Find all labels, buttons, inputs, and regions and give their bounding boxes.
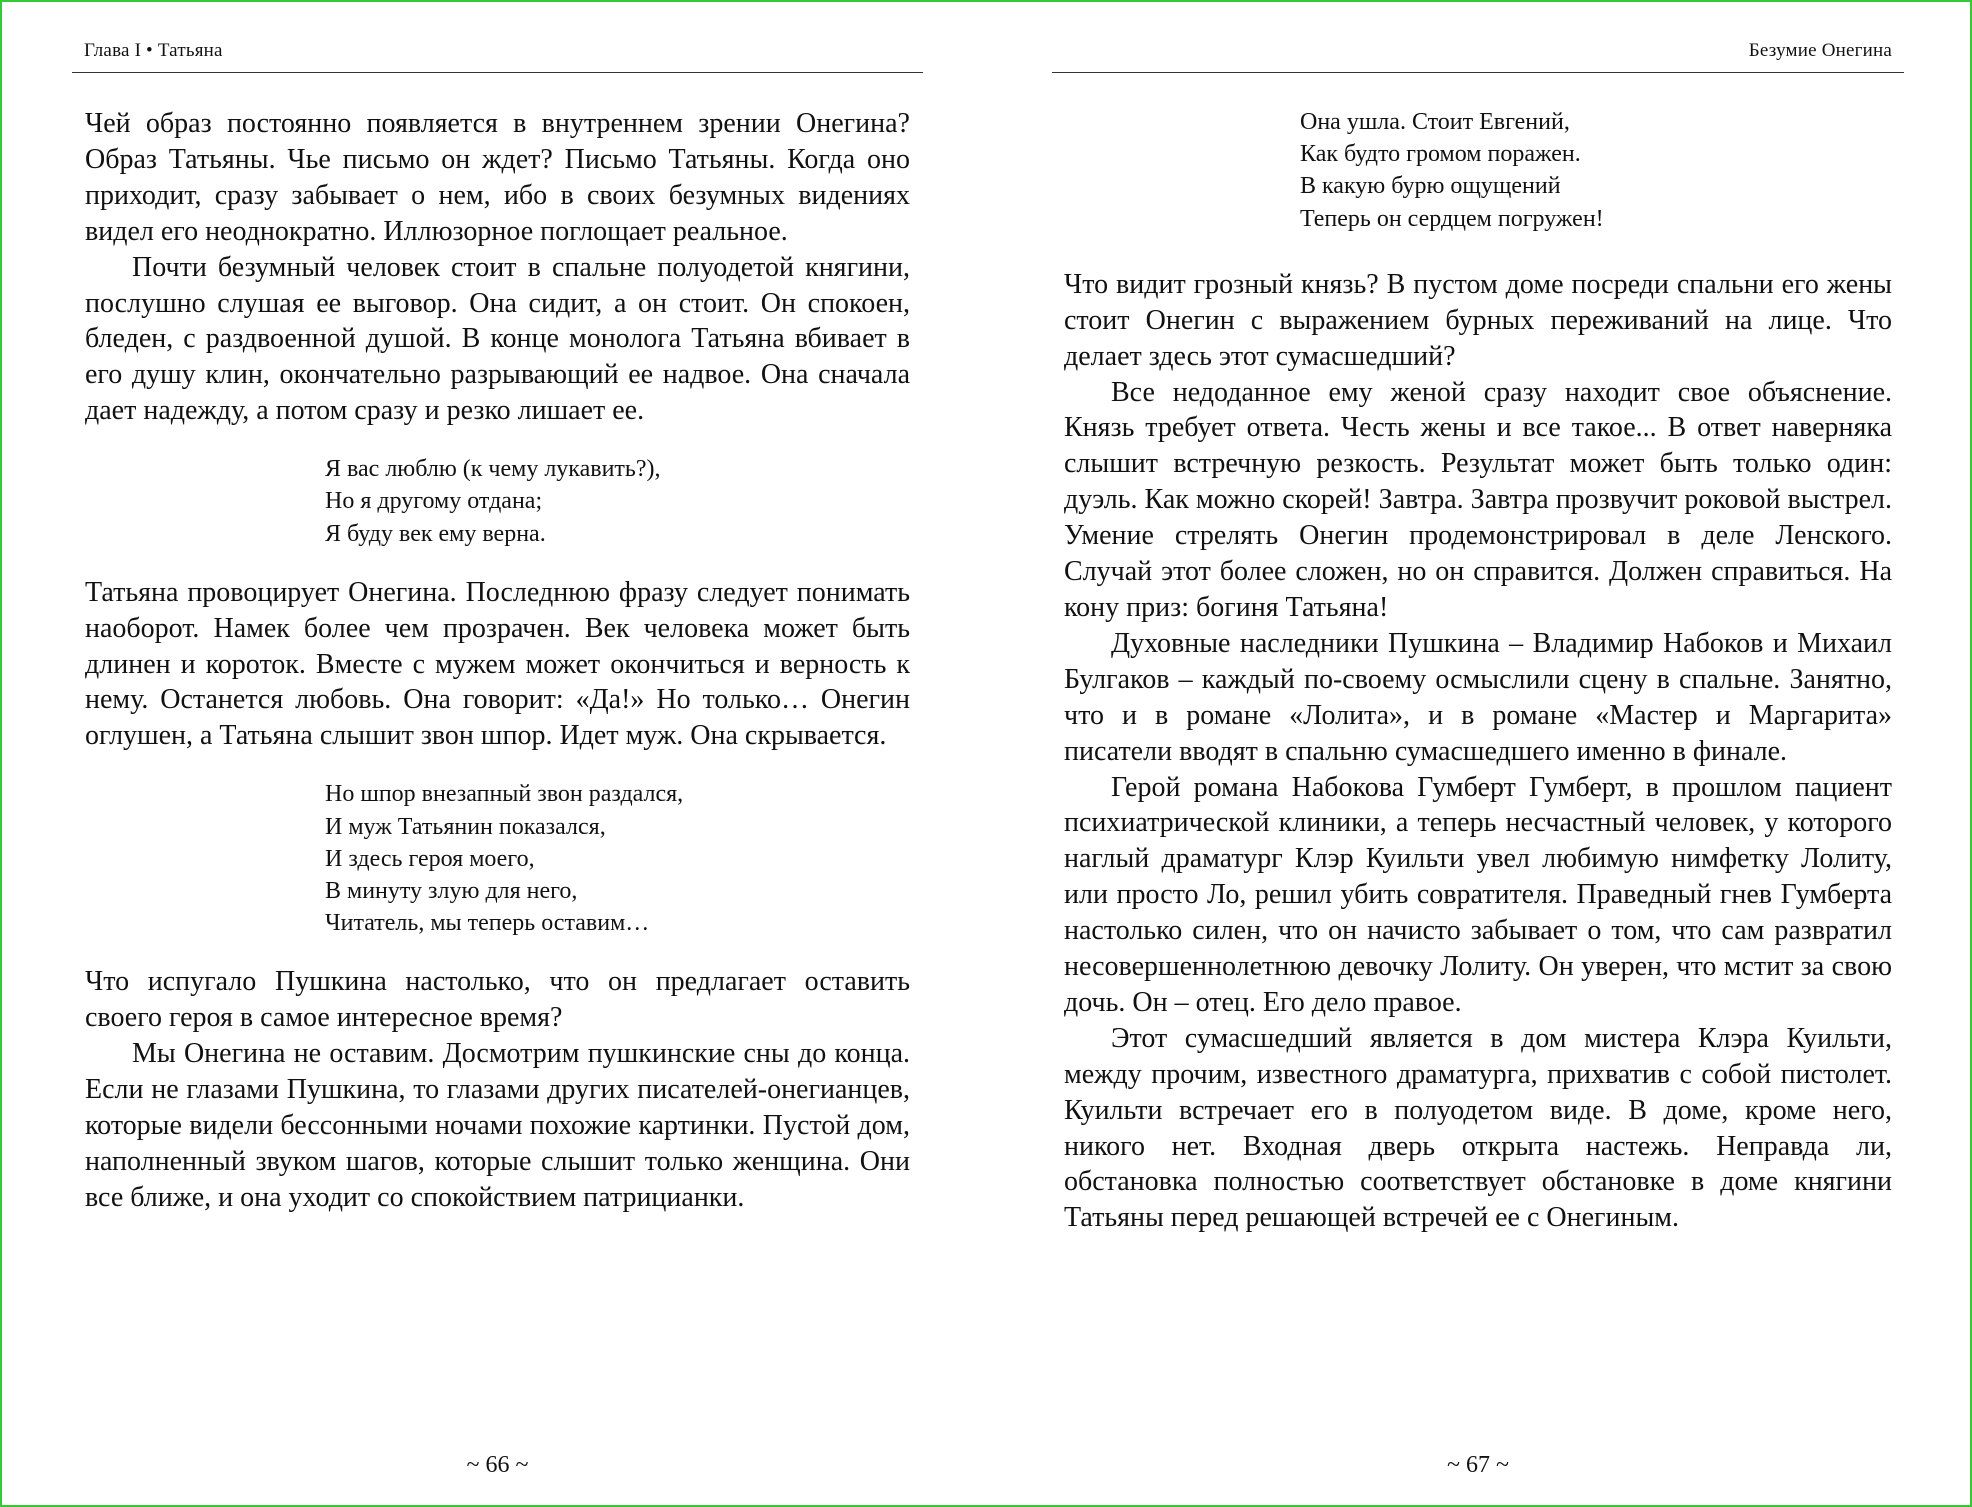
verse-line: Но я другому отдана; [325, 488, 543, 515]
body-text [1064, 106, 1892, 1236]
paragraph: Герой романа Набокова Гумберт Гумберт, в прошлом пациент психиатрической клиники, а теперь несчастный человек, у которого наглый драматург Клэр Куильти увел любимую нимфетку Лолиту, или просто Ло, решил убить совратителя. Праведный гнев Гумберта настолько силен, что он начисто забывает о том, что сам развратил несовершеннолетнюю девочку Лолиту. Он уверен, что мстит за свою дочь. Он – отец. Его дело правое. [1064, 771, 1892, 1018]
verse-quote [85, 778, 910, 939]
paragraph: Этот сумасшедший является в дом мистера Клэра Куильти, между прочим, известного драматурга, прихватив с собой пистолет. Куильти встречает его в полуодетом виде. В доме, кроме него, никого нет. Входная дверь открыта настежь. Неправда ли, обстановка полностью соответствует обстановке в доме княгини Татьяны перед решающей встречей ее с Онегиным. [1064, 1022, 1892, 1234]
verse-line: И муж Татьянин показался, [325, 813, 606, 840]
verse-line: Но шпор внезапный звон раздался, [325, 781, 684, 808]
verse-quote [1064, 106, 1892, 235]
paragraph: Мы Онегина не оставим. Досмотрим пушкинские сны до конца. Если не глазами Пушкина, то глазами других писателей-онегианцев, которые видели бессонными ночами похожие картинки. Пустой дом, наполненный звуком шагов, которые слышит только женщина. Они все ближе, и она уходит со спокойствием патрицианки. [85, 1038, 910, 1213]
paragraph: Татьяна провоцирует Онегина. Последнюю фразу следует понимать наоборот. Намек более чем прозрачен. Век человека может быть длинен и короток. Вместе с мужем может окончиться и верность к нему. Останется любовь. Она говорит: «Да!» Но только… Онегин оглушен, а Татьяна слышит звон шпор. Идет муж. Она скрывается. [85, 576, 910, 752]
body-text [85, 106, 910, 1216]
verse-line: Как будто громом поражен. [1300, 141, 1581, 168]
verse-line: Она ушла. Стоит Евгений, [1300, 109, 1570, 135]
left-page [72, 2, 923, 1505]
running-head: Безумие Онегина [1748, 40, 1892, 61]
page-number: ~ 66 ~ [466, 1452, 529, 1478]
paragraph: Все недоданное ему женой сразу находит свое объяснение. Князь требует ответа. Честь жены и все такое... В ответ наверняка слышит встречную резкость. Результат может быть только один: дуэль. Как можно скорей! Завтра. Завтра прозвучит роковой выстрел. Умение стрелять Онегин продемонстрировал в деле Ленского. Случай этот более сложен, но он справится. Должен справиться. На кону приз: богиня Татьяна! [1064, 376, 1892, 623]
verse-line: Теперь он сердцем погружен! [1300, 205, 1604, 232]
paragraph: Чей образ постоянно появляется в внутреннем зрении Онегина? Образ Татьяны. Чье письмо он ждет? Письмо Татьяны. Когда оно приходит, сразу забывает о нем, ибо в своих безумных видениях видел его неоднократно. Иллюзорное поглощает реальное. [85, 108, 910, 247]
verse-line: Я вас люблю (к чему лукавить?), [325, 456, 661, 483]
verse-line: И здесь героя моего, [325, 845, 535, 872]
paragraph: Духовные наследники Пушкина – Владимир Набоков и Михаил Булгаков – каждый по-своему осмыслили сцену в спальне. Занятно, что и в романе «Лолита», и в романе «Мастер и Маргарита» писатели вводят в спальню сумасшедшего именно в финале. [1064, 627, 1892, 767]
paragraph: Что испугало Пушкина настолько, что он предлагает оставить своего героя в самое интересное время? [85, 966, 910, 1034]
page-number: ~ 67 ~ [1447, 1452, 1509, 1478]
paragraph: Почти безумный человек стоит в спальне полуодетой княгини, послушно слушая ее выговор. Она сидит, а он стоит. Он спокоен, бледен, с раздвоенной душой. В конце монолога Татьяна вбивает в его душу клин, окончательно разрывающий ее надвое. Она сначала дает надежду, а потом сразу и резко лишает ее. [85, 251, 910, 427]
running-head: Глава I • Татьяна [84, 40, 223, 61]
header-rule [72, 72, 923, 73]
verse-line: Читатель, мы теперь оставим… [325, 910, 650, 937]
verse-quote [85, 453, 910, 550]
verse-line: В какую бурю ощущений [1300, 173, 1561, 200]
header-rule [1052, 72, 1904, 73]
verse-line: В минуту злую для него, [325, 877, 578, 904]
verse-line: Я буду век ему верна. [325, 520, 546, 547]
right-page [1052, 2, 1904, 1505]
paragraph: Что видит грозный князь? В пустом доме посреди спальни его жены стоит Онегин с выражением бурных переживаний на лице. Что делает здесь этот сумасшедший? [1064, 268, 1892, 372]
